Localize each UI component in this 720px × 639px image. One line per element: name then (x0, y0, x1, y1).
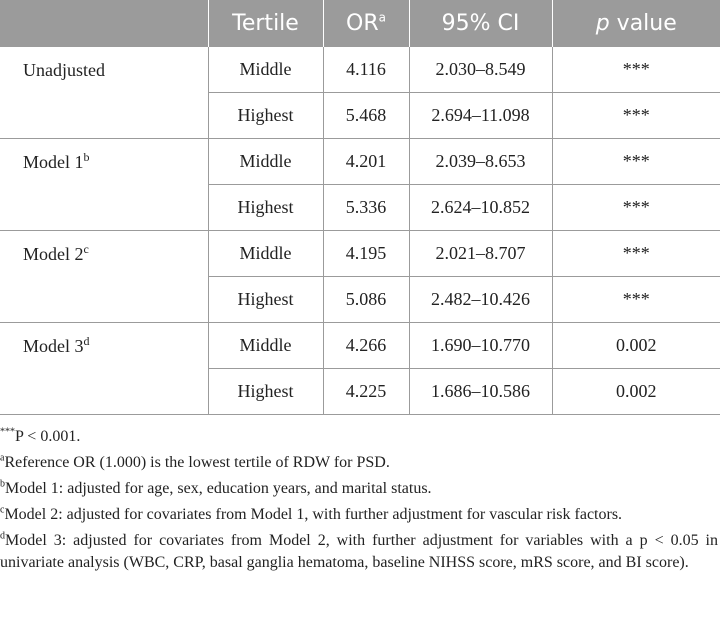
table-row (0, 93, 720, 139)
p-cell: *** (552, 139, 720, 185)
model-label: Model 3 (23, 336, 84, 356)
model-sup: c (83, 242, 89, 256)
table-row (0, 47, 720, 93)
p-cell: *** (552, 185, 720, 231)
footnote-marker: a (0, 452, 5, 464)
or-cell: 4.116 (323, 47, 409, 93)
model-label: Model 2 (23, 244, 84, 264)
model-cell (0, 139, 208, 185)
table-row (0, 139, 720, 185)
or-cell: 5.336 (323, 185, 409, 231)
table-row (0, 323, 720, 369)
ci-cell: 1.686–10.586 (409, 369, 552, 415)
table-row (0, 369, 720, 415)
model-label: Model 1 (23, 152, 84, 172)
tertile-cell: Highest (208, 277, 323, 323)
model-cell (0, 323, 208, 369)
header-p-value (552, 0, 720, 47)
header-ci: 95% CI (409, 0, 552, 47)
or-cell: 5.468 (323, 93, 409, 139)
ci-cell: 2.039–8.653 (409, 139, 552, 185)
footnote (0, 452, 718, 474)
header-p-italic: p (595, 11, 610, 36)
footnote-text: Model 1: adjusted for age, sex, education years, and marital status. (5, 480, 432, 497)
model-sup: d (83, 334, 90, 348)
p-cell: *** (552, 93, 720, 139)
model-cell (0, 369, 208, 415)
or-cell: 4.266 (323, 323, 409, 369)
header-group (0, 0, 208, 47)
or-cell: 4.195 (323, 231, 409, 277)
header-row (0, 0, 720, 47)
model-label: Unadjusted (23, 60, 105, 80)
tertile-cell: Highest (208, 185, 323, 231)
p-cell: *** (552, 231, 720, 277)
table-row (0, 277, 720, 323)
table-row (0, 231, 720, 277)
or-cell: 4.201 (323, 139, 409, 185)
model-sup: b (83, 150, 90, 164)
model-cell (0, 93, 208, 139)
footnote-text: Model 2: adjusted for covariates from Model 1, with further adjustment for vascular risk factors. (4, 506, 623, 523)
tertile-cell: Highest (208, 93, 323, 139)
model-cell (0, 185, 208, 231)
tertile-cell: Middle (208, 139, 323, 185)
header-or-label: OR (346, 11, 379, 36)
p-cell: 0.002 (552, 323, 720, 369)
header-tertile: Tertile (208, 0, 323, 47)
footnote-marker: b (0, 478, 5, 490)
tertile-cell: Middle (208, 231, 323, 277)
footnote (0, 530, 718, 574)
or-cell: 4.225 (323, 369, 409, 415)
footnote-marker: d (0, 530, 5, 542)
footnote (0, 426, 718, 448)
footnote-marker: c (0, 504, 5, 516)
p-cell: *** (552, 47, 720, 93)
footnote-text: P < 0.001. (15, 428, 81, 445)
ci-cell: 2.624–10.852 (409, 185, 552, 231)
p-cell: 0.002 (552, 369, 720, 415)
tertile-cell: Middle (208, 47, 323, 93)
table-footnotes (0, 426, 718, 578)
model-cell (0, 277, 208, 323)
ci-cell: 1.690–10.770 (409, 323, 552, 369)
ci-cell: 2.030–8.549 (409, 47, 552, 93)
model-cell (0, 47, 208, 93)
tertile-cell: Highest (208, 369, 323, 415)
footnote-text: Reference OR (1.000) is the lowest tertile of RDW for PSD. (4, 454, 390, 471)
header-or-sup: a (378, 10, 386, 25)
ci-cell: 2.021–8.707 (409, 231, 552, 277)
table-row (0, 185, 720, 231)
or-cell: 5.086 (323, 277, 409, 323)
tertile-cell: Middle (208, 323, 323, 369)
footnote-marker: *** (0, 426, 15, 438)
footnote (0, 504, 718, 526)
ci-cell: 2.482–10.426 (409, 277, 552, 323)
header-p-rest: value (609, 11, 677, 36)
footnote-text: Model 3: adjusted for covariates from Model 2, with further adjustment for variables with a p < 0.05 in univariate analysis (WBC, CRP, basal ganglia hematoma, baseline NIHSS score, mRS score, and BI score). (0, 532, 718, 571)
p-cell: *** (552, 277, 720, 323)
ci-cell: 2.694–11.098 (409, 93, 552, 139)
model-cell (0, 231, 208, 277)
header-or (323, 0, 409, 47)
footnote (0, 478, 718, 500)
